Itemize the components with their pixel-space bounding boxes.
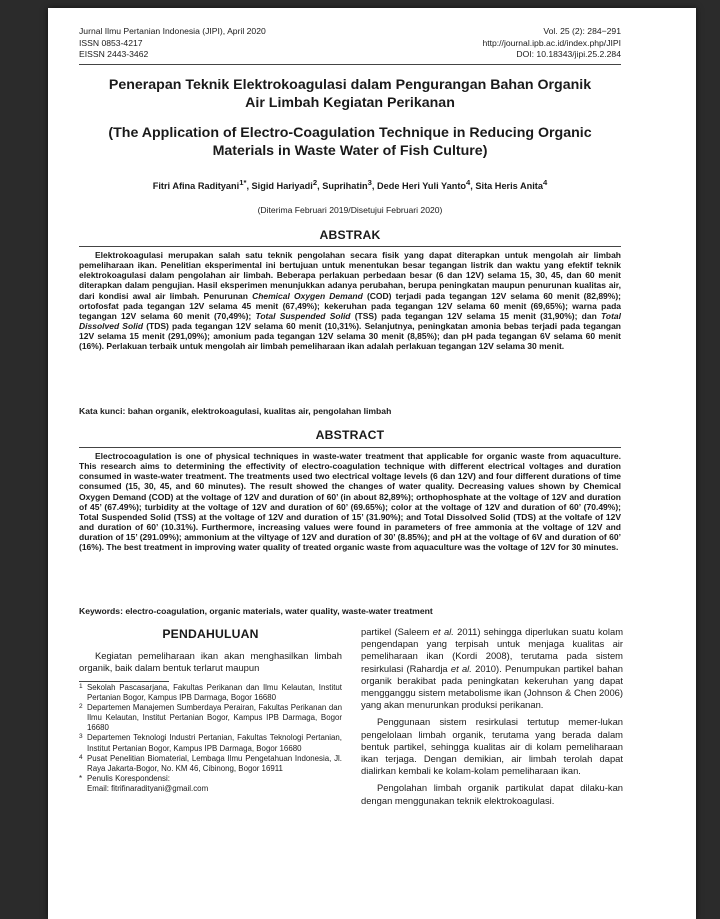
author: Dede Heri Yuli Yanto$^4$ [377, 178, 471, 192]
intro-paragraph: Penggunaan sistem resirkulasi tertutup memer-lukan pengelolaan limbah organik, terutama yang berada dalam bentuk partikel, sehingga kualitas air di kolam pemeliharaan ikan terjaga. Dengan demikian, air limbah terolah dapat dialirkan kembali ke kolam-kolam pemeliharaan ikan. [361, 716, 623, 777]
abstrak-rule [79, 246, 621, 247]
abstract-text: Electrocoagulation is one of physical techniques in waste-water treatment that applicable for organic waste from aquaculture. This research aims to determining the effectivity of electro-coagulation technique with different electrical voltages and duration consumed in waste-water treatment. The treatments used two electrical voltage levels (6 dan 12V) and four different durations of time consumed (15, 30, 45, and 60 minutes). The result showed the changes of water quality. Decreasing values shown by Chemical Oxygen Demand (COD) at the voltage of 12V and duration of 60’ (in about 82,89%); orthophosphate at the voltage of 12V and duration of 45’ (67.49%); turbidity at the voltage of 12V and duration of 60’ (69.65%); color at the voltage of 12V and duration of 60’ (70.49%); Total Suspended Solid (TSS) at the voltage of 12V and duration of 15’ (31.90%); and Total Dissolved Solid (TDS) at the voltafe of 12V and duration of 60’ (10.31%). Furthermore, increasing values were found in parameters of free ammonia at the voltage of 12V and duration of 15’ (291.09%); ammonium at the viltyage of 12V and duration of 30’ (8.85%); and pH at the voltage of 6V and duration of 60’ (16%). The best treatment in improving water quality of treated organic waste from aquaculture was the voltage of 12V for 30 minutes. [79, 451, 621, 553]
author: Fitri Afina Radityani$^{1*}$ [152, 178, 247, 192]
footnote: 3 Departemen Teknologi Industri Pertanian, Fakultas Teknologi Pertanian, Institut Pertanian Bogor, Kampus IPB Darmaga, Bogor 16680 [79, 733, 342, 753]
abstract-rule [79, 447, 621, 448]
header-left [79, 26, 266, 61]
abstrak-text: Elektrokoagulasi merupakan salah satu teknik pengolahan secara fisik yang dapat diterapkan untuk mengolah air limbah pemeliharaan ikan. Penelitian eksperimental ini bertujuan untuk menentukan besar tegangan listrik dan waktu yang efektif teknik elektrokoagulasi dalam pengolahan air limbah. Beberapa perlakuan perbedaan besar (6 dan 12V) selama 15, 30, 45, dan 60 menit diterapkan dalam pengujian. Hasil eksperimen menunjukkan adanya perubahan, berupa peningkatan maupun penurunan kualitas air, dari kondisi awal air limbah. Penurunan Chemical Oxygen Demand (COD) terjadi pada tegangan 12V selama 60 menit (82,89%); ortofosfat pada tegangan 12V selama 45 menit (67,49%); kekeruhan pada tegangan 12V selama 60 menit (69,65%); warna pada tegangan 12V selama 60 menit (70,49%); Total Suspended Solid (TSS) pada tegangan 12V selama 15 menit (31,90%); dan Total Dissolved Solid (TDS) pada tegangan 12V selama 60 menit (10,31%). Selanjutnya, peningkatan amonia bebas terjadi pada tegangan 12V selama 15 menit (291,09%); amonium pada tegangan 12V selama 30 menit (8,85%); dan pH pada tegangan 6V selama 60 menit (16%). Perlakuan terbaik untuk mengolah air limbah pemeliharaan ikan adalah perlakuan tegangan 12V selama 30 menit. [79, 250, 622, 352]
eissn: EISSN 2443-3462 [79, 49, 149, 59]
journal-url[interactable]: http://journal.ipb.ac.id/index.php/JIPI [482, 37, 621, 48]
footnote-correspondence: * Penulis Korespondensi: [79, 773, 170, 783]
footnote: 2 Departemen Manajemen Sumberdaya Perairan, Fakultas Perikanan dan Ilmu Kelautan, Institut Pertanian Bogor, Kampus IPB Darmaga, Bogor 16680 [79, 703, 342, 733]
issn: ISSN 0853-4217 [79, 37, 143, 48]
intro-left-column [79, 628, 342, 680]
footnote: 1 Sekolah Pascasarjana, Fakultas Perikanan dan Ilmu Kelautan, Institut Pertanian Bogor, Kampus IPB Darmaga, Bogor 16680 [79, 683, 342, 703]
abstrak-heading: ABSTRAK [319, 228, 381, 242]
header-rule [79, 64, 621, 65]
pendahuluan-heading: PENDAHULUAN [162, 627, 259, 641]
keywords: Keywords: electro-coagulation, organic materials, water quality, waste-water treatment [79, 606, 433, 616]
intro-paragraph: Pengolahan limbah organik partikulat dapat dilaku-kan dengan menggunakan teknik elektrokoagulasi. [361, 782, 623, 806]
volume: Vol. 25 (2): 284−291 [543, 26, 621, 36]
author-list: Fitri Afina Radityani$^{1*}$, Sigid Hariyadi$^2$, Suprihatin$^3$, Dede Heri Yuli Yanto$^4$, Sita Heris Anita$^4$ [152, 178, 548, 192]
author: Sigid Hariyadi$^2$ [251, 178, 318, 192]
received-dates: (Diterima Februari 2019/Disetujui Februari 2020) [257, 205, 443, 215]
title-english: (The Application of Electro-Coagulation Technique in Reducing Organic Materials in Waste Water of Fish Culture) [108, 125, 592, 159]
intro-paragraph: partikel (Saleem et al. 2011) sehingga diperlukan suatu kolam pengendapan yang terpisah untuk menjaga kualitas air pemeliharaan ikan (Kordi 2008), terutama pada sistem resirkulasi (Rahardja et al. 2010). Penumpukan partikel bahan organik berakibat pada peningkatan kekeruhan yang dapat mengganggu sistem metabolisme ikan (Johnson & Chen 2006) yang akan menurunkan produksi perikanan. [361, 626, 624, 711]
intro-paragraph: Kegiatan pemeliharaan ikan akan menghasilkan limbah organik, baik dalam bentuk terlarut maupun [79, 650, 342, 674]
footnote-rule [79, 681, 169, 682]
kata-kunci: Kata kunci: bahan organik, elektrokoagulasi, kualitas air, pengolahan limbah [79, 406, 392, 416]
doi[interactable]: DOI: 10.18343/jipi.25.2.284 [516, 49, 621, 59]
title-indonesian: Penerapan Teknik Elektrokoagulasi dalam Pengurangan Bahan Organik Air Limbah Kegiatan Perikanan [108, 77, 592, 111]
header-right [482, 26, 621, 61]
footnote-email[interactable]: Email: fitrifinaradityani@gmail.com [87, 783, 209, 793]
intro-right-column [361, 626, 623, 812]
footnotes [79, 683, 342, 794]
author: Sita Heris Anita$^4$ [475, 178, 548, 192]
abstract-heading: ABSTRACT [315, 428, 385, 442]
footnote: 4 Pusat Penelitian Biomaterial, Lembaga Ilmu Pengetahuan Indonesia, Jl. Raya Jakarta-Bogor, No. KM 46, Cibinong, Bogor 16911 [79, 753, 342, 773]
journal-page [48, 8, 696, 919]
journal-name: Jurnal Ilmu Pertanian Indonesia (JIPI), April 2020 [79, 26, 266, 36]
author: Suprihatin$^3$ [322, 178, 372, 192]
